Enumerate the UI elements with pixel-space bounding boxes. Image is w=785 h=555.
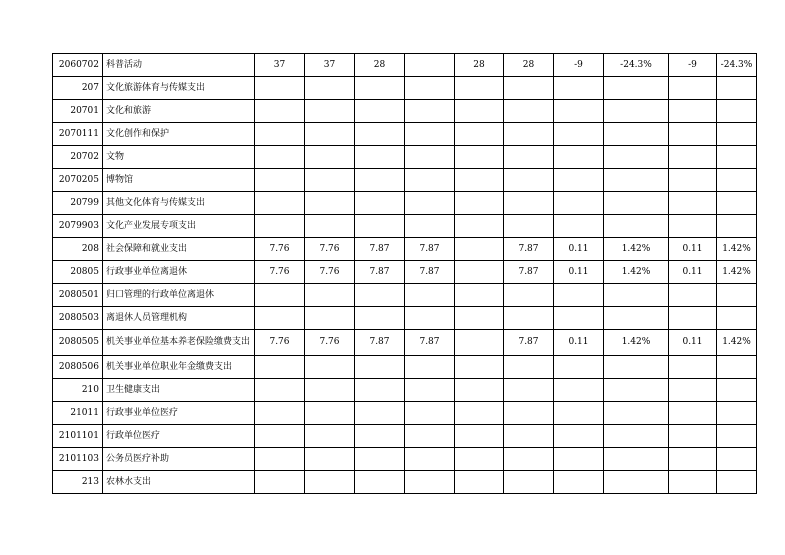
value-cell bbox=[554, 379, 604, 402]
value-cell: 37 bbox=[305, 54, 355, 77]
value-cell bbox=[604, 402, 669, 425]
table-row bbox=[53, 77, 757, 100]
subject-name-cell: 科普活动 bbox=[103, 54, 255, 77]
subject-code-cell: 208 bbox=[53, 238, 103, 261]
value-cell: 0.11 bbox=[554, 261, 604, 284]
value-cell bbox=[355, 425, 405, 448]
value-cell bbox=[717, 284, 757, 307]
value-cell bbox=[305, 356, 355, 379]
value-cell: 7.76 bbox=[305, 238, 355, 261]
subject-code-cell: 2080506 bbox=[53, 356, 103, 379]
table-row bbox=[53, 238, 757, 261]
value-cell bbox=[604, 146, 669, 169]
value-cell bbox=[717, 425, 757, 448]
value-cell bbox=[604, 100, 669, 123]
table-row bbox=[53, 123, 757, 146]
value-cell bbox=[405, 146, 455, 169]
value-cell bbox=[455, 402, 504, 425]
value-cell: -24.3% bbox=[604, 54, 669, 77]
value-cell bbox=[504, 356, 554, 379]
table-row bbox=[53, 356, 757, 379]
subject-code-cell: 21011 bbox=[53, 402, 103, 425]
value-cell bbox=[717, 471, 757, 494]
value-cell bbox=[669, 100, 717, 123]
value-cell bbox=[669, 169, 717, 192]
value-cell bbox=[305, 471, 355, 494]
table-row bbox=[53, 448, 757, 471]
value-cell bbox=[554, 307, 604, 330]
value-cell bbox=[604, 284, 669, 307]
value-cell bbox=[355, 448, 405, 471]
value-cell bbox=[455, 356, 504, 379]
subject-code-cell: 20799 bbox=[53, 192, 103, 215]
subject-name-cell: 行政事业单位医疗 bbox=[103, 402, 255, 425]
value-cell bbox=[717, 215, 757, 238]
value-cell bbox=[604, 379, 669, 402]
subject-name-cell: 行政单位医疗 bbox=[103, 425, 255, 448]
subject-code-cell: 210 bbox=[53, 379, 103, 402]
value-cell: 7.87 bbox=[504, 330, 554, 356]
value-cell bbox=[669, 402, 717, 425]
value-cell bbox=[455, 284, 504, 307]
table-row bbox=[53, 330, 757, 356]
value-cell bbox=[504, 215, 554, 238]
table-row bbox=[53, 307, 757, 330]
value-cell bbox=[405, 123, 455, 146]
value-cell bbox=[504, 284, 554, 307]
subject-code-cell: 207 bbox=[53, 77, 103, 100]
value-cell: 0.11 bbox=[554, 238, 604, 261]
table-row bbox=[53, 425, 757, 448]
value-cell bbox=[405, 100, 455, 123]
value-cell bbox=[669, 307, 717, 330]
value-cell bbox=[305, 425, 355, 448]
value-cell bbox=[255, 448, 305, 471]
value-cell: 1.42% bbox=[717, 330, 757, 356]
value-cell bbox=[717, 100, 757, 123]
table-row bbox=[53, 54, 757, 77]
value-cell bbox=[669, 77, 717, 100]
value-cell bbox=[455, 307, 504, 330]
value-cell bbox=[717, 146, 757, 169]
value-cell bbox=[305, 169, 355, 192]
value-cell bbox=[355, 284, 405, 307]
value-cell bbox=[669, 215, 717, 238]
value-cell bbox=[355, 356, 405, 379]
value-cell bbox=[305, 402, 355, 425]
value-cell bbox=[604, 425, 669, 448]
value-cell: 7.76 bbox=[255, 238, 305, 261]
value-cell bbox=[554, 123, 604, 146]
subject-name-cell: 文化产业发展专项支出 bbox=[103, 215, 255, 238]
value-cell bbox=[255, 77, 305, 100]
value-cell bbox=[255, 146, 305, 169]
subject-code-cell: 2080503 bbox=[53, 307, 103, 330]
value-cell bbox=[405, 379, 455, 402]
value-cell bbox=[504, 169, 554, 192]
value-cell bbox=[405, 448, 455, 471]
value-cell: 7.87 bbox=[504, 261, 554, 284]
value-cell bbox=[455, 425, 504, 448]
value-cell bbox=[355, 307, 405, 330]
value-cell bbox=[305, 307, 355, 330]
value-cell bbox=[305, 123, 355, 146]
value-cell bbox=[355, 169, 405, 192]
value-cell bbox=[554, 356, 604, 379]
value-cell bbox=[255, 123, 305, 146]
table-row bbox=[53, 284, 757, 307]
subject-name-cell: 其他文化体育与传媒支出 bbox=[103, 192, 255, 215]
value-cell: 1.42% bbox=[717, 261, 757, 284]
value-cell bbox=[504, 448, 554, 471]
value-cell bbox=[604, 192, 669, 215]
value-cell bbox=[405, 192, 455, 215]
value-cell bbox=[305, 379, 355, 402]
value-cell bbox=[604, 471, 669, 494]
value-cell bbox=[604, 77, 669, 100]
value-cell bbox=[305, 100, 355, 123]
value-cell bbox=[455, 123, 504, 146]
value-cell: 37 bbox=[255, 54, 305, 77]
value-cell bbox=[604, 123, 669, 146]
value-cell bbox=[504, 146, 554, 169]
value-cell bbox=[405, 54, 455, 77]
subject-code-cell: 2060702 bbox=[53, 54, 103, 77]
table-row bbox=[53, 146, 757, 169]
value-cell bbox=[717, 123, 757, 146]
value-cell bbox=[455, 448, 504, 471]
subject-name-cell: 文化创作和保护 bbox=[103, 123, 255, 146]
value-cell bbox=[554, 448, 604, 471]
table-row bbox=[53, 192, 757, 215]
value-cell bbox=[305, 284, 355, 307]
value-cell bbox=[604, 307, 669, 330]
value-cell bbox=[554, 284, 604, 307]
value-cell: 7.87 bbox=[405, 261, 455, 284]
value-cell bbox=[455, 192, 504, 215]
subject-name-cell: 机关事业单位基本养老保险缴费支出 bbox=[103, 330, 255, 356]
subject-name-cell: 社会保障和就业支出 bbox=[103, 238, 255, 261]
value-cell bbox=[504, 425, 554, 448]
value-cell bbox=[455, 100, 504, 123]
value-cell: 1.42% bbox=[604, 238, 669, 261]
value-cell bbox=[554, 77, 604, 100]
value-cell bbox=[455, 238, 504, 261]
value-cell bbox=[669, 284, 717, 307]
value-cell bbox=[504, 123, 554, 146]
value-cell bbox=[305, 146, 355, 169]
value-cell: -9 bbox=[554, 54, 604, 77]
value-cell bbox=[255, 100, 305, 123]
value-cell bbox=[405, 307, 455, 330]
value-cell bbox=[305, 215, 355, 238]
value-cell: 7.87 bbox=[405, 238, 455, 261]
subject-name-cell: 机关事业单位职业年金缴费支出 bbox=[103, 356, 255, 379]
table-row bbox=[53, 100, 757, 123]
subject-code-cell: 20702 bbox=[53, 146, 103, 169]
value-cell: 0.11 bbox=[669, 261, 717, 284]
value-cell: 7.87 bbox=[405, 330, 455, 356]
subject-name-cell: 行政事业单位离退休 bbox=[103, 261, 255, 284]
value-cell: -9 bbox=[669, 54, 717, 77]
value-cell bbox=[504, 402, 554, 425]
value-cell bbox=[405, 402, 455, 425]
value-cell bbox=[255, 284, 305, 307]
value-cell: 7.76 bbox=[255, 330, 305, 356]
value-cell bbox=[604, 215, 669, 238]
value-cell bbox=[355, 123, 405, 146]
budget-table bbox=[52, 53, 757, 494]
value-cell bbox=[717, 356, 757, 379]
budget-table-body bbox=[53, 54, 757, 494]
table-row bbox=[53, 379, 757, 402]
value-cell bbox=[455, 379, 504, 402]
value-cell bbox=[455, 471, 504, 494]
subject-code-cell: 2070111 bbox=[53, 123, 103, 146]
value-cell: 7.87 bbox=[355, 261, 405, 284]
value-cell bbox=[405, 425, 455, 448]
value-cell bbox=[554, 169, 604, 192]
subject-code-cell: 2101101 bbox=[53, 425, 103, 448]
value-cell bbox=[355, 471, 405, 494]
value-cell: 28 bbox=[455, 54, 504, 77]
value-cell bbox=[455, 146, 504, 169]
value-cell: 0.11 bbox=[669, 238, 717, 261]
value-cell bbox=[255, 307, 305, 330]
value-cell bbox=[604, 448, 669, 471]
value-cell bbox=[455, 215, 504, 238]
value-cell bbox=[305, 192, 355, 215]
value-cell bbox=[669, 123, 717, 146]
subject-name-cell: 离退休人员管理机构 bbox=[103, 307, 255, 330]
value-cell bbox=[255, 215, 305, 238]
value-cell bbox=[455, 169, 504, 192]
value-cell bbox=[604, 356, 669, 379]
value-cell bbox=[255, 402, 305, 425]
value-cell bbox=[255, 356, 305, 379]
subject-name-cell: 农林水支出 bbox=[103, 471, 255, 494]
value-cell bbox=[305, 448, 355, 471]
value-cell bbox=[717, 307, 757, 330]
value-cell bbox=[669, 356, 717, 379]
value-cell: 7.76 bbox=[305, 261, 355, 284]
value-cell: 7.76 bbox=[255, 261, 305, 284]
value-cell bbox=[554, 100, 604, 123]
subject-name-cell: 博物馆 bbox=[103, 169, 255, 192]
value-cell bbox=[405, 169, 455, 192]
value-cell bbox=[554, 192, 604, 215]
value-cell: 0.11 bbox=[669, 330, 717, 356]
value-cell bbox=[717, 192, 757, 215]
value-cell: -24.3% bbox=[717, 54, 757, 77]
value-cell bbox=[669, 192, 717, 215]
value-cell bbox=[405, 284, 455, 307]
value-cell bbox=[717, 402, 757, 425]
subject-name-cell: 文物 bbox=[103, 146, 255, 169]
value-cell bbox=[355, 77, 405, 100]
value-cell: 0.11 bbox=[554, 330, 604, 356]
value-cell bbox=[554, 146, 604, 169]
subject-name-cell: 归口管理的行政单位离退休 bbox=[103, 284, 255, 307]
value-cell bbox=[355, 215, 405, 238]
subject-code-cell: 2101103 bbox=[53, 448, 103, 471]
value-cell: 7.76 bbox=[305, 330, 355, 356]
value-cell bbox=[355, 100, 405, 123]
subject-name-cell: 公务员医疗补助 bbox=[103, 448, 255, 471]
subject-name-cell: 文化旅游体育与传媒支出 bbox=[103, 77, 255, 100]
value-cell bbox=[717, 77, 757, 100]
value-cell bbox=[554, 471, 604, 494]
value-cell bbox=[504, 192, 554, 215]
value-cell bbox=[355, 192, 405, 215]
value-cell bbox=[504, 379, 554, 402]
subject-name-cell: 文化和旅游 bbox=[103, 100, 255, 123]
value-cell: 28 bbox=[504, 54, 554, 77]
value-cell: 7.87 bbox=[355, 330, 405, 356]
subject-code-cell: 2079903 bbox=[53, 215, 103, 238]
value-cell bbox=[504, 100, 554, 123]
value-cell bbox=[455, 77, 504, 100]
value-cell bbox=[255, 192, 305, 215]
subject-code-cell: 20805 bbox=[53, 261, 103, 284]
value-cell bbox=[504, 77, 554, 100]
value-cell bbox=[717, 379, 757, 402]
value-cell bbox=[255, 425, 305, 448]
subject-code-cell: 2070205 bbox=[53, 169, 103, 192]
table-row bbox=[53, 402, 757, 425]
value-cell bbox=[669, 379, 717, 402]
value-cell bbox=[669, 471, 717, 494]
value-cell bbox=[405, 356, 455, 379]
value-cell: 7.87 bbox=[504, 238, 554, 261]
value-cell bbox=[405, 471, 455, 494]
value-cell bbox=[554, 402, 604, 425]
subject-code-cell: 20701 bbox=[53, 100, 103, 123]
value-cell: 1.42% bbox=[604, 261, 669, 284]
value-cell bbox=[405, 215, 455, 238]
value-cell bbox=[669, 146, 717, 169]
value-cell bbox=[455, 330, 504, 356]
value-cell bbox=[455, 261, 504, 284]
value-cell bbox=[305, 77, 355, 100]
value-cell bbox=[355, 146, 405, 169]
table-row bbox=[53, 215, 757, 238]
value-cell bbox=[255, 471, 305, 494]
value-cell bbox=[554, 215, 604, 238]
value-cell bbox=[255, 169, 305, 192]
value-cell: 7.87 bbox=[355, 238, 405, 261]
value-cell bbox=[554, 425, 604, 448]
table-row bbox=[53, 261, 757, 284]
value-cell bbox=[717, 169, 757, 192]
table-row bbox=[53, 471, 757, 494]
value-cell: 1.42% bbox=[604, 330, 669, 356]
value-cell: 1.42% bbox=[717, 238, 757, 261]
value-cell bbox=[604, 169, 669, 192]
value-cell bbox=[717, 448, 757, 471]
value-cell bbox=[669, 448, 717, 471]
value-cell bbox=[669, 425, 717, 448]
subject-code-cell: 2080501 bbox=[53, 284, 103, 307]
subject-name-cell: 卫生健康支出 bbox=[103, 379, 255, 402]
value-cell: 28 bbox=[355, 54, 405, 77]
subject-code-cell: 213 bbox=[53, 471, 103, 494]
value-cell bbox=[504, 471, 554, 494]
value-cell bbox=[255, 379, 305, 402]
value-cell bbox=[355, 379, 405, 402]
value-cell bbox=[504, 307, 554, 330]
table-row bbox=[53, 169, 757, 192]
subject-code-cell: 2080505 bbox=[53, 330, 103, 356]
value-cell bbox=[355, 402, 405, 425]
value-cell bbox=[405, 77, 455, 100]
